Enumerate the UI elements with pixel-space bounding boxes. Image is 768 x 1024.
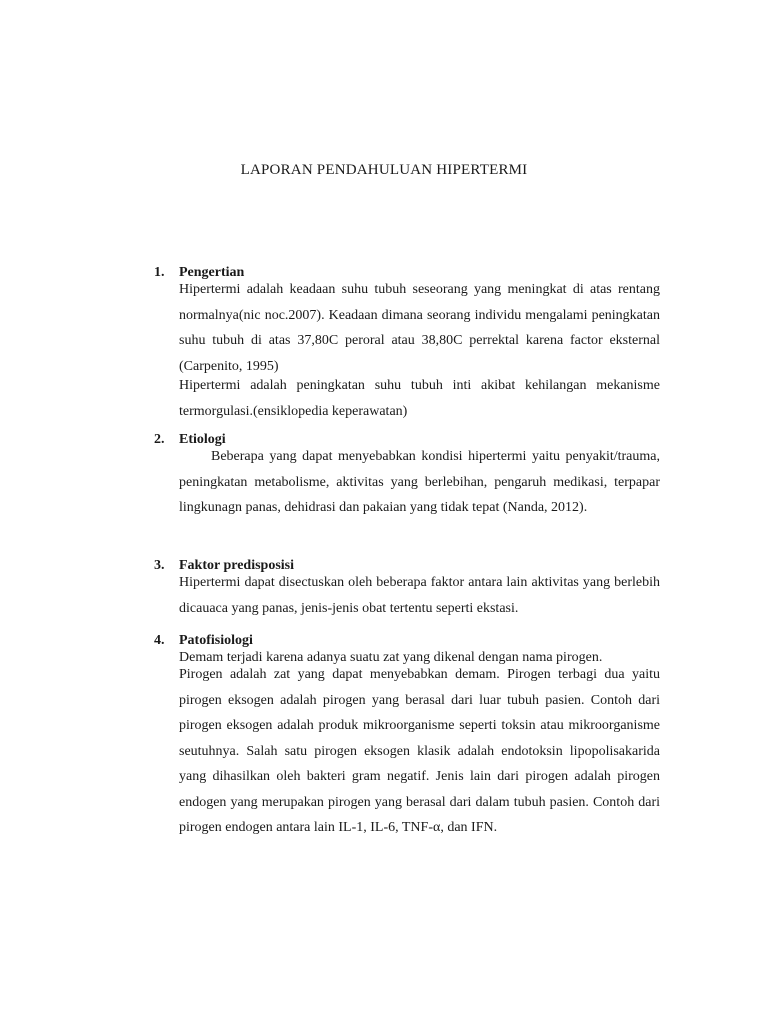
section-number: 1. <box>154 265 165 280</box>
section-number: 4. <box>154 633 165 648</box>
section-paragraph: Pirogen adalah zat yang dapat menyebabkan demam. Pirogen terbagi dua yaitu pirogen eksogen adalah pirogen yang berasal dari luar tubuh pasien. Contoh dari pirogen eksogen adalah produk mikroorganisme seperti toksin atau mikroorganisme seutuhnya. Salah satu pirogen eksogen klasik adalah endotoksin lipopolisakarida yang dihasilkan oleh bakteri gram negatif. Jenis lain dari pirogen adalah pirogen endogen yang merupakan pirogen yang berasal dari dalam tubuh pasien. Contoh dari pirogen endogen antara lain IL-1, IL-6, TNF-α, dan IFN. <box>179 667 660 835</box>
section-paragraph: Hipertermi dapat disectuskan oleh beberapa faktor antara lain aktivitas yang berlebih dicauaca yang panas, jenis-jenis obat tertentu seperti ekstasi. <box>179 575 660 616</box>
document-title: LAPORAN PENDAHULUAN HIPERTERMI <box>240 162 528 178</box>
section-heading <box>154 264 660 281</box>
section-etiologi <box>154 431 660 521</box>
section-paragraph: Hipertermi adalah peningkatan suhu tubuh inti akibat kehilangan mekanisme termorgulasi.(ensiklopedia keperawatan) <box>179 378 660 419</box>
section-patofisiologi <box>154 632 660 841</box>
section-number: 3. <box>154 558 165 573</box>
section-title: Pengertian <box>179 265 245 280</box>
section-paragraph: Demam terjadi karena adanya suatu zat yang dikenal dengan nama pirogen. <box>179 650 603 665</box>
section-faktor-predisposisi <box>154 557 660 621</box>
section-paragraph: Hipertermi adalah keadaan suhu tubuh seseorang yang meningkat di atas rentang normalnya(nic noc.2007). Keadaan dimana seorang individu mengalami peningkatan suhu tubuh di atas 37,80C peroral atau 38,80C perrektal karena factor eksternal (Carpenito, 1995) <box>179 282 660 374</box>
section-title: Faktor predisposisi <box>179 558 295 573</box>
section-heading <box>154 632 660 649</box>
section-title: Patofisiologi <box>179 633 253 648</box>
section-heading <box>154 431 660 448</box>
section-title: Etiologi <box>179 432 226 447</box>
section-heading <box>154 557 660 574</box>
section-number: 2. <box>154 432 165 447</box>
section-pengertian <box>154 264 660 424</box>
section-paragraph: Beberapa yang dapat menyebabkan kondisi hipertermi yaitu penyakit/trauma, peningkatan metabolisme, aktivitas yang berlebihan, pengaruh medikasi, terpapar lingkunagn panas, dehidrasi dan pakaian yang tidak tepat (Nanda, 2012). <box>179 449 660 515</box>
